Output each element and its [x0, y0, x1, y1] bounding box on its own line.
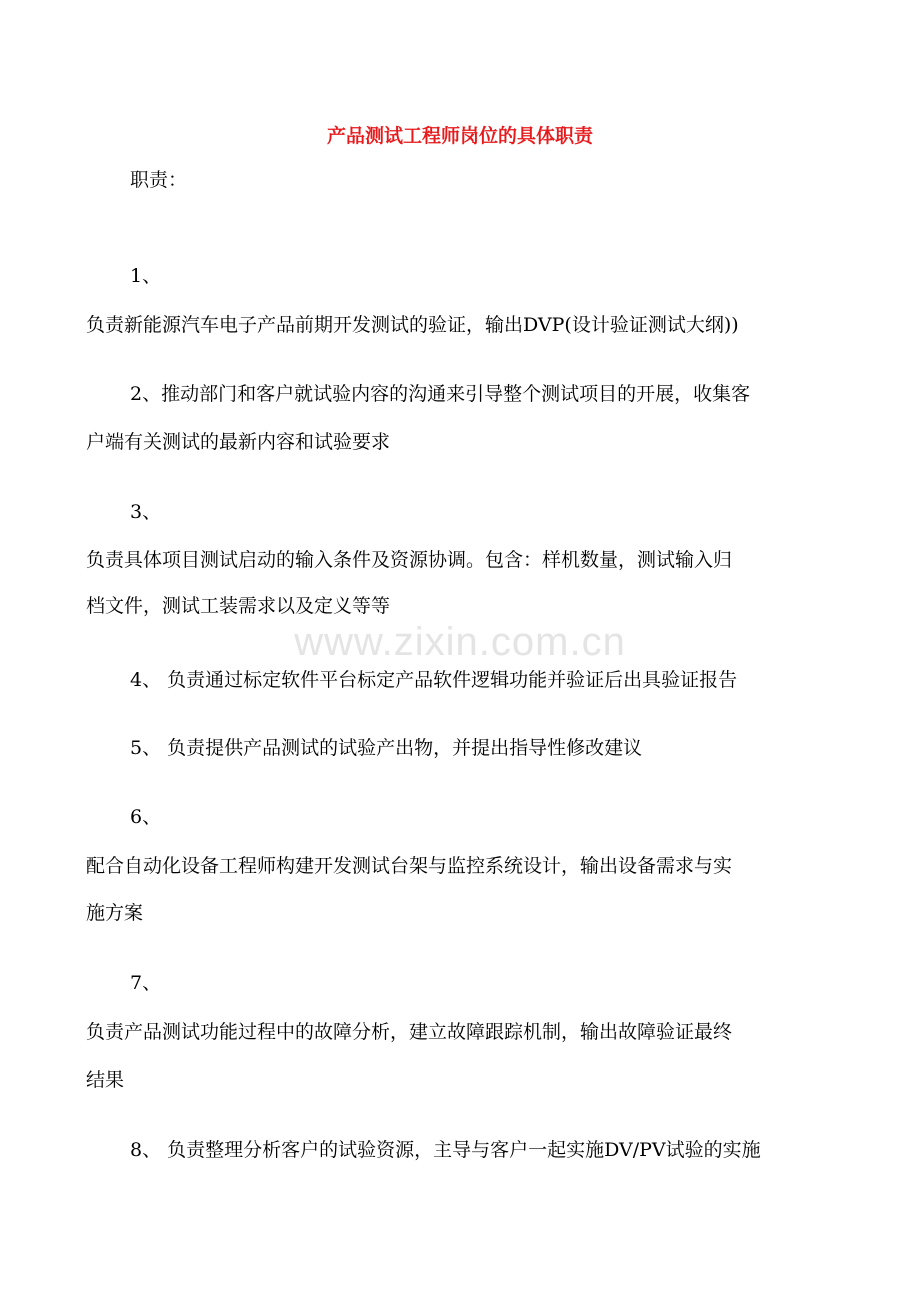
- item-number: 6、: [130, 806, 162, 828]
- section-heading: 职责：: [130, 169, 188, 191]
- paragraph-line: 配合自动化设备工程师构建开发测试台架与监控系统设计，输出设备需求与实: [86, 855, 733, 877]
- paragraph-line: 8、 负责整理分析客户的试验资源，主导与客户一起实施DV/PV试验的实施: [130, 1139, 761, 1161]
- paragraph-line: 负责具体项目测试启动的输入条件及资源协调。包含：样机数量，测试输入归: [86, 549, 733, 571]
- watermark: www.zixin.com.cn: [294, 620, 626, 664]
- document-title: 产品测试工程师岗位的具体职责: [326, 125, 593, 147]
- paragraph-line: 2、推动部门和客户就试验内容的沟通来引导整个测试项目的开展，收集客: [130, 383, 751, 405]
- item-number: 1、: [130, 265, 162, 287]
- paragraph-line: 施方案: [86, 902, 144, 924]
- paragraph-line: 负责产品测试功能过程中的故障分析，建立故障跟踪机制，输出故障验证最终: [86, 1021, 733, 1043]
- paragraph-line: 结果: [86, 1069, 125, 1091]
- paragraph-line: 档文件，测试工装需求以及定义等等: [86, 595, 391, 617]
- item-number: 3、: [130, 501, 162, 523]
- paragraph-line: 户端有关测试的最新内容和试验要求: [86, 431, 391, 453]
- item-number: 7、: [130, 972, 162, 994]
- paragraph-line: 4、 负责通过标定软件平台标定产品软件逻辑功能并验证后出具验证报告: [130, 669, 738, 691]
- paragraph-line: 5、 负责提供产品测试的试验产出物，并提出指导性修改建议: [130, 737, 643, 759]
- paragraph-line: 负责新能源汽车电子产品前期开发测试的验证，输出DVP(设计验证测试大纲)): [86, 314, 739, 336]
